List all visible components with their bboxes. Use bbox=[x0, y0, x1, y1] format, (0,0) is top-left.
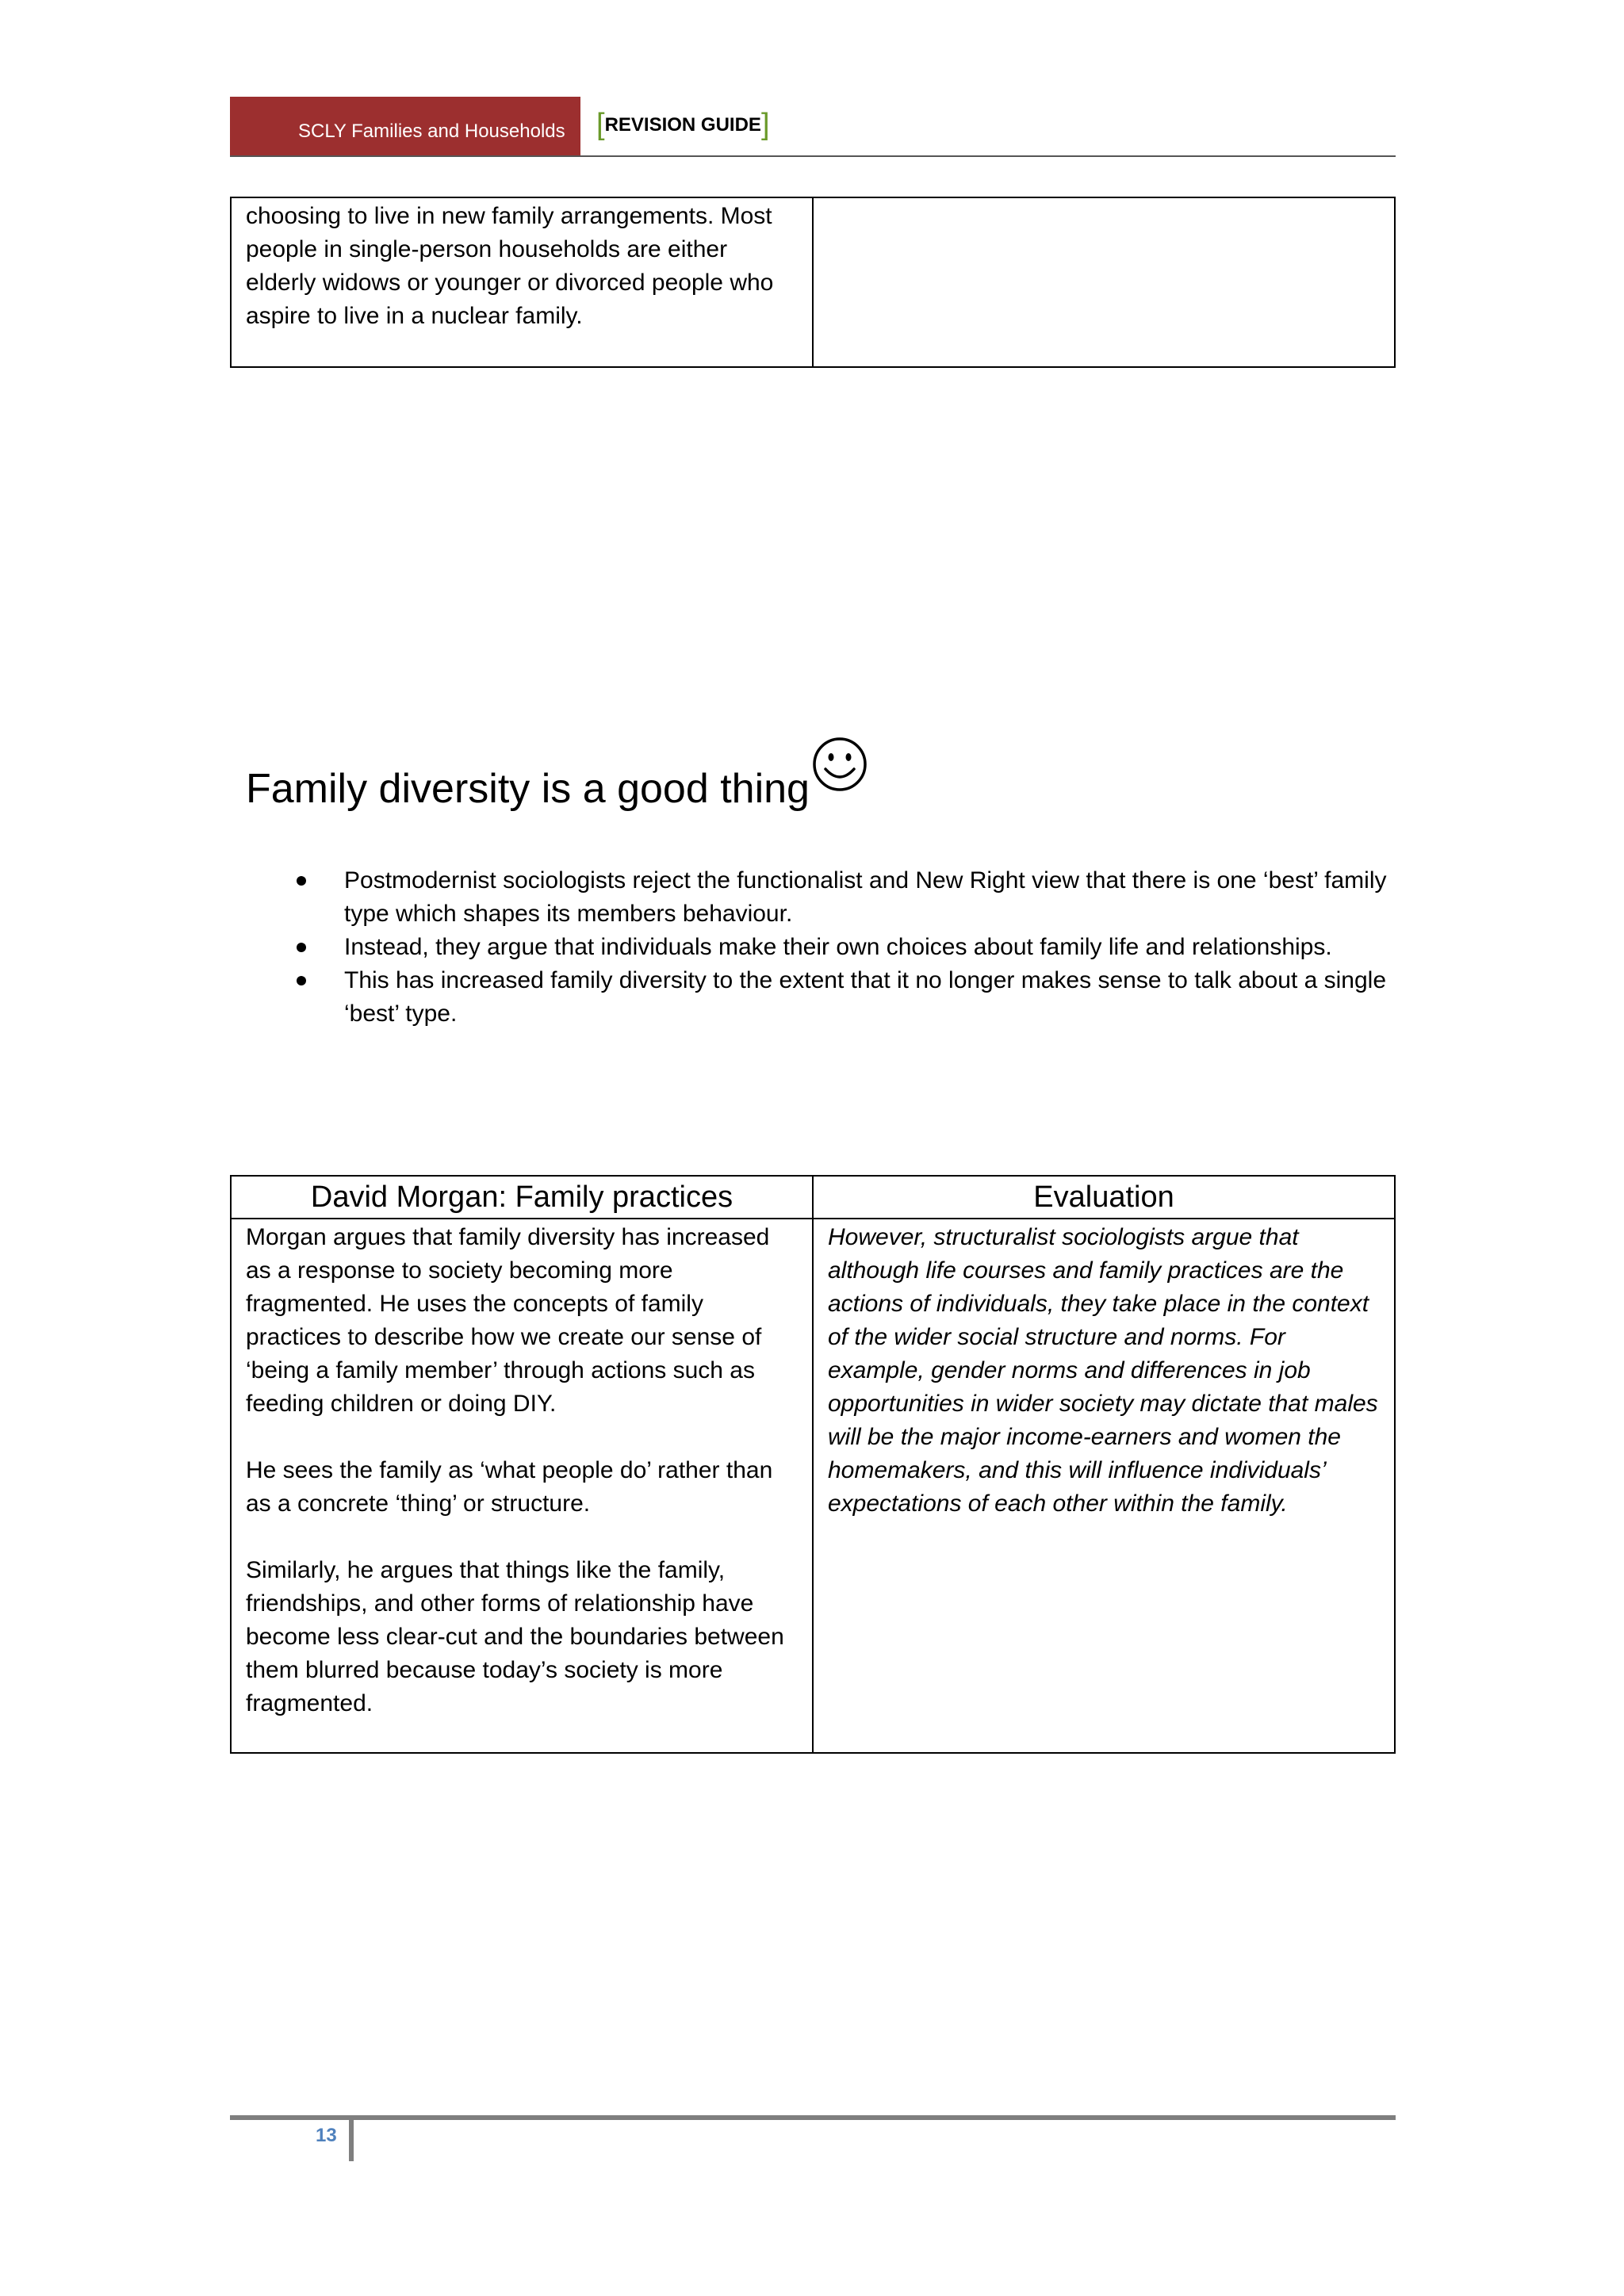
list-item: This has increased family diversity to the extent that it no longer makes sense to talk about a single ‘best’ type. bbox=[293, 964, 1388, 1031]
morgan-content-cell bbox=[231, 1219, 813, 1753]
smiley-face-icon bbox=[811, 736, 868, 803]
evaluation-header: Evaluation bbox=[813, 1176, 1395, 1219]
bullet-dot-icon bbox=[297, 876, 306, 886]
section-heading bbox=[246, 745, 868, 813]
continuation-table bbox=[230, 197, 1396, 368]
continuation-right-cell bbox=[813, 197, 1395, 367]
table-row bbox=[231, 197, 1395, 367]
guide-label: REVISION GUIDE bbox=[604, 114, 761, 136]
bullet-list bbox=[293, 864, 1388, 1031]
guide-close-bracket: ] bbox=[760, 108, 770, 141]
continuation-left-cell: choosing to live in new family arrangements. Most people in single-person households are either elderly widows or younger or divorced people who aspire to live in a nuclear family. bbox=[231, 197, 813, 367]
footer-divider bbox=[230, 2115, 1396, 2120]
morgan-header: David Morgan: Family practices bbox=[231, 1176, 813, 1219]
page-number: 13 bbox=[316, 2125, 337, 2146]
list-item: Postmodernist sociologists reject the functionalist and New Right view that there is one ‘best’ family type which shapes its members behaviour. bbox=[293, 864, 1388, 931]
table-header-row bbox=[231, 1176, 1395, 1219]
header-guide-label bbox=[596, 108, 770, 142]
header-divider bbox=[230, 155, 1396, 157]
bullet-dot-icon bbox=[297, 976, 306, 985]
section-heading-text: Family diversity is a good thing bbox=[246, 766, 810, 812]
header-title-badge bbox=[230, 97, 580, 156]
table-row bbox=[231, 1219, 1395, 1753]
morgan-paragraph: He sees the family as ‘what people do’ rather than as a concrete ‘thing’ or structure. bbox=[246, 1457, 773, 1517]
footer-tick-divider bbox=[349, 2115, 354, 2161]
header-title: SCLY Families and Households bbox=[298, 121, 565, 142]
evaluation-content-cell: However, structuralist sociologists argue that although life courses and family practices are the actions of individuals, they take place in the context of the wider social structure and norms. For example, gender norms and differences in job opportunities in wider society may dictate that males will be the major income-earners and women the homemakers, and this will influence individuals’ expectations of each other within the family. bbox=[813, 1219, 1395, 1753]
morgan-paragraph: Morgan argues that family diversity has increased as a response to society becoming more fragmented. He uses the concepts of family practices to describe how we create our sense of ‘being a family member’ through actions such as feeding children or doing DIY. bbox=[246, 1224, 770, 1417]
morgan-table bbox=[230, 1175, 1396, 1754]
bullet-dot-icon bbox=[297, 943, 306, 952]
list-item: Instead, they argue that individuals make their own choices about family life and relationships. bbox=[293, 931, 1388, 964]
morgan-paragraph: Similarly, he argues that things like the family, friendships, and other forms of relationship have become less clear-cut and the boundaries between them blurred because today’s society is more fragmented. bbox=[246, 1557, 784, 1716]
guide-open-bracket: [ bbox=[596, 108, 605, 141]
